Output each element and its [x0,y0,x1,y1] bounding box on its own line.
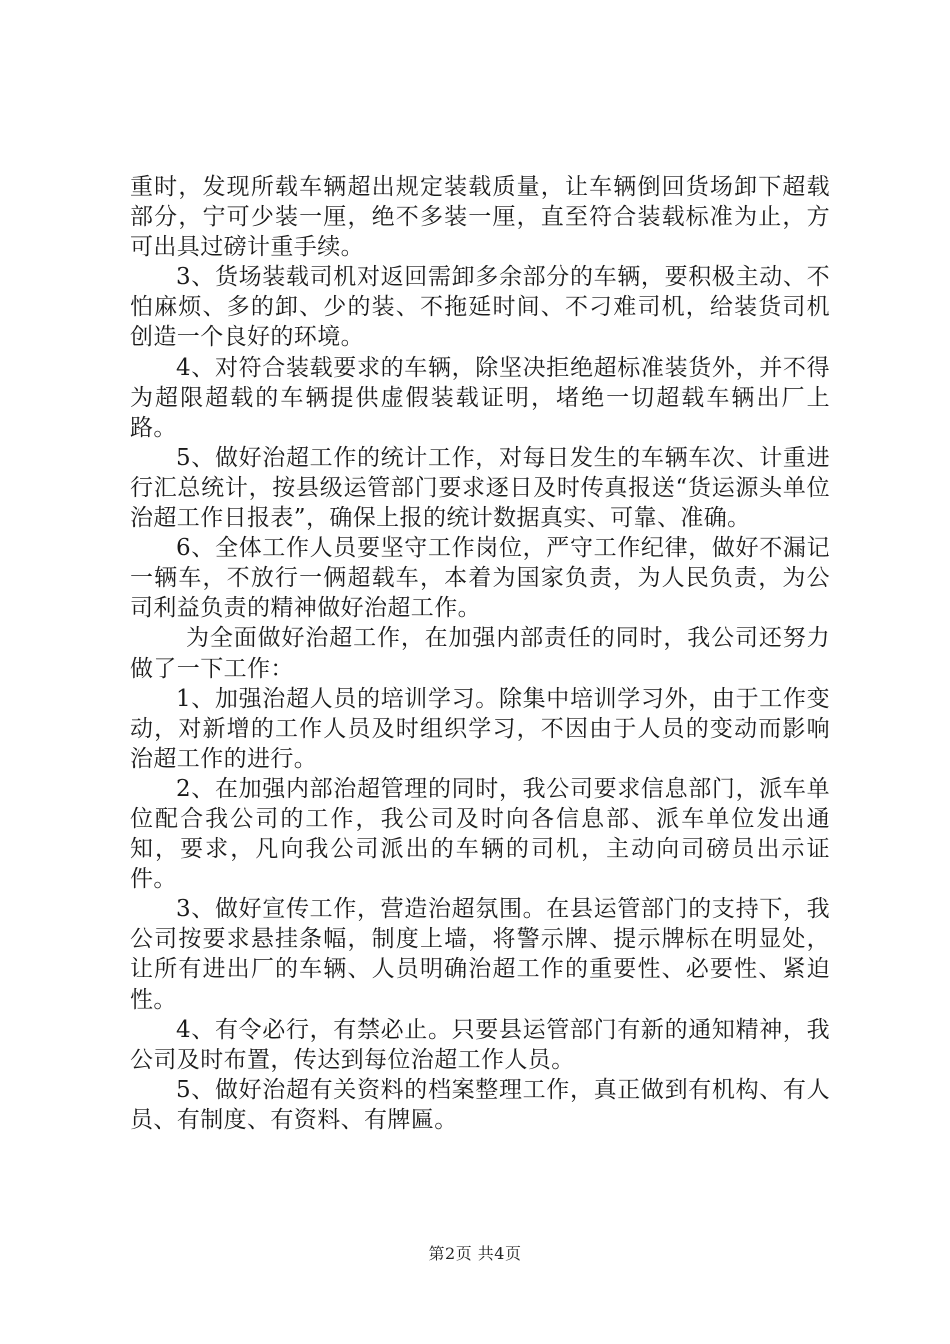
paragraph-item-4: 4、对符合装载要求的车辆，除坚决拒绝超标准装货外，并不得为超限超载的车辆提供虚假装载证明，堵绝一切超载车辆出厂上路。 [130,354,830,441]
page-footer: 第2页 共4页 [428,1244,522,1263]
paragraph-measure-1: 1、加强治超人员的培训学习。除集中培训学习外，由于工作变动，对新增的工作人员及时组织学习，不因由于人员的变动而影响治超工作的进行。 [130,685,830,772]
paragraph-item-5: 5、做好治超工作的统计工作，对每日发生的车辆车次、计重进行汇总统计，按县级运管部门要求逐日及时传真报送“货运源头单位治超工作日报表”，确保上报的统计数据真实、可靠、准确。 [130,444,830,532]
document-body [130,172,830,1135]
paragraph-intro: 为全面做好治超工作，在加强内部责任的同时，我公司还努力做了一下工作： [130,625,830,682]
paragraph-measure-4: 4、有令必行，有禁必止。只要县运管部门有新的通知精神，我公司及时布置，传达到每位治超工作人员。 [130,1016,830,1073]
paragraph-continuation: 重时，发现所载车辆超出规定装载质量，让车辆倒回货场卸下超载部分，宁可少装一厘，绝不多装一厘，直至符合装载标准为止，方可出具过磅计重手续。 [130,174,830,261]
paragraph-measure-2: 2、在加强内部治超管理的同时，我公司要求信息部门，派车单位配合我公司的工作，我公司及时向各信息部、派车单位发出通知，要求，凡向我公司派出的车辆的司机，主动向司磅员出示证件。 [130,775,830,893]
paragraph-measure-5: 5、做好治超有关资料的档案整理工作，真正做到有机构、有人员、有制度、有资料、有牌匾。 [130,1076,830,1133]
paragraph-item-6: 6、全体工作人员要坚守工作岗位，严守工作纪律，做好不漏记一辆车，不放行一俩超载车，本着为国家负责，为人民负责，为公司利益负责的精神做好治超工作。 [130,535,830,622]
paragraph-measure-3: 3、做好宣传工作，营造治超氛围。在县运管部门的支持下，我公司按要求悬挂条幅，制度上墙，将警示牌、提示牌标在明显处，让所有进出厂的车辆、人员明确治超工作的重要性、必要性、紧迫性。 [130,896,830,1013]
paragraph-item-3: 3、货场装载司机对返回需卸多余部分的车辆，要积极主动、不怕麻烦、多的卸、少的装、不拖延时间、不刁难司机，给装货司机创造一个良好的环境。 [130,264,830,351]
